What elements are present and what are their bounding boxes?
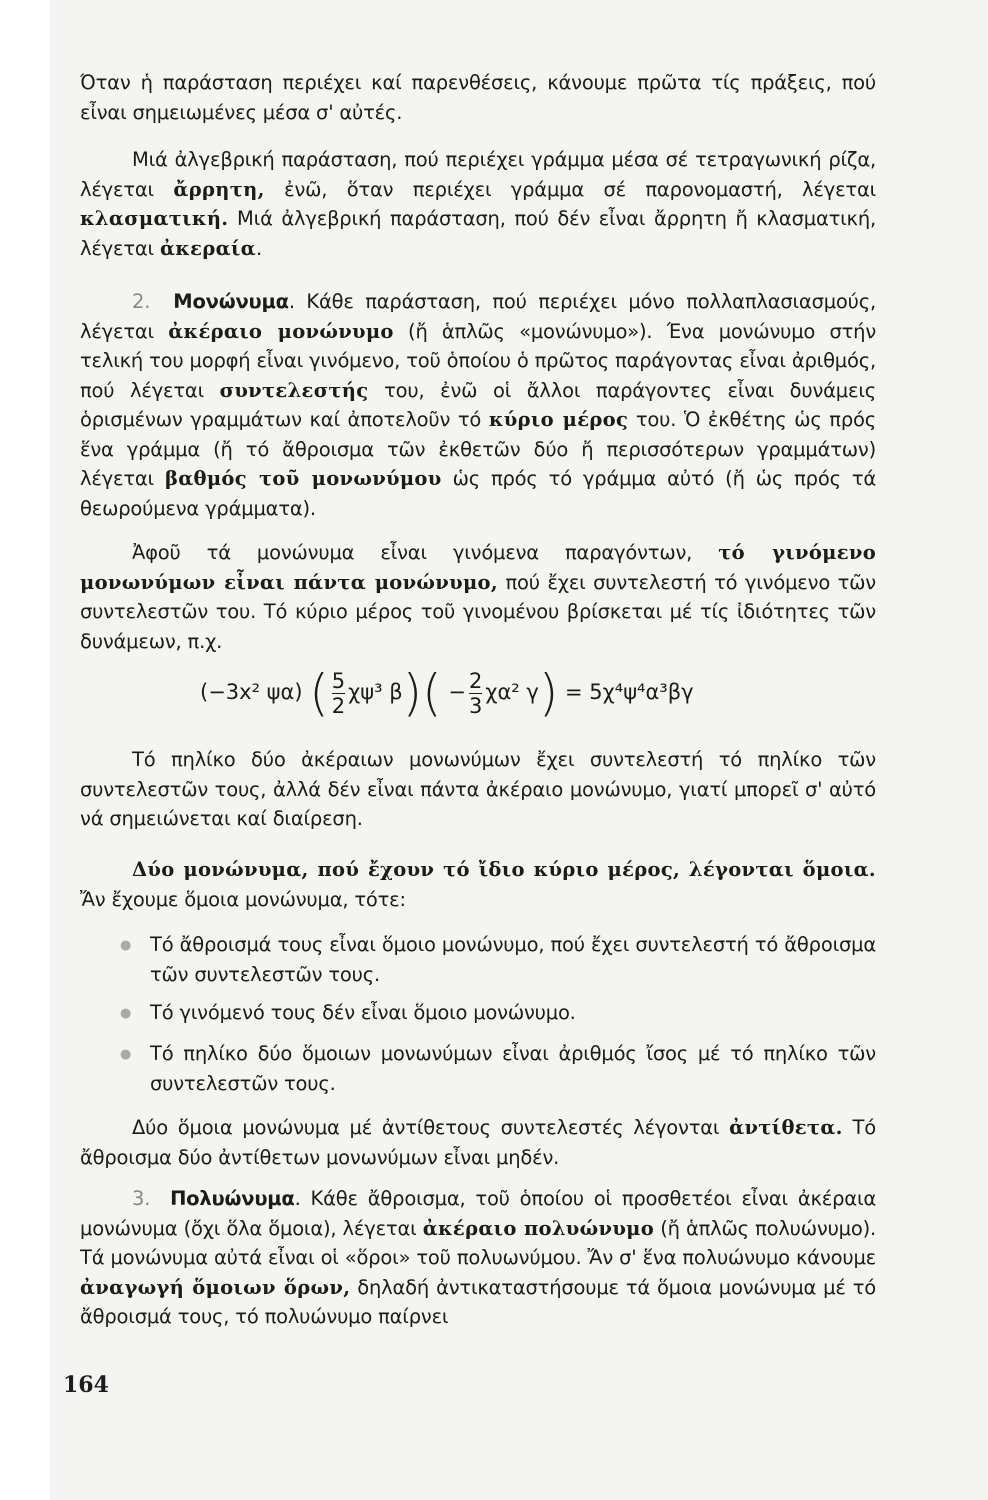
list-item-product: Τό γινόμενό τους δέν εἶναι ὅμοιο μονώνυμο. <box>150 1001 576 1024</box>
bullet-icon: ● <box>120 938 132 953</box>
list-item-quotient: Τό πηλίκο δύο ὅμοιων μονωνύμων εἶναι ἀριθμός ἴσος μέ τό πηλίκο τῶν συντελεστῶν τους. <box>150 1042 876 1095</box>
paragraph-similar-monomials: Δύο μονώνυμα, πού ἔχουν τό ἴδιο κύριο μέρος, λέγονται ὅμοια. Ἄν ἔχουμε ὅμοια μονώνυμα, τότε: <box>80 858 876 911</box>
paragraph-product-of-monomials: Ἀφοῦ τά μονώνυμα εἶναι γινόμενα παραγόντων, τό γινόμενο μονωνύμων εἶναι πάντα μονώνυμο, πού ἔχει συντελεστή τό γινόμενο τῶν συντελεστῶν του. Τό κύριο μέρος τοῦ γινομένου βρίσκεται μέ τίς ἰδιότητες τῶν δυνάμεων, π.χ. <box>80 541 876 653</box>
paragraph-expression-types: Μιά ἀλγεβρική παράσταση, πού περιέχει γράμμα μέσα σέ τετραγωνική ρίζα, λέγεται ἄρρητη, ἐνῶ, ὅταν περιέχει γράμμα σέ παρονομαστή, λέγεται κλασματική. Μιά ἀλγεβρική παράσταση, πού δέν εἶναι ἄρρητη ἤ κλασματική, λέγεται ἀκεραία. <box>80 148 876 260</box>
paragraph-opposite-monomials: Δύο ὅμοια μονώνυμα μέ ἀντίθετους συντελεστές λέγονται ἀντίθετα. Τό ἄθροισμα δύο ἀντίθετων μονωνύμων εἶναι μηδέν. <box>80 1116 876 1169</box>
paragraph-monomials: 2. Μονώνυμα. Κάθε παράσταση, πού περιέχει μόνο πολλαπλασιασμούς, λέγεται ἀκέραιο μονώνυμο (ἤ ἁπλῶς «μονώνυμο»). Ένα μονώνυμο στήν τελική του μορφή εἶναι γινόμενο, τοῦ ὁποίου ὁ πρῶτος παράγοντας εἶναι ἀριθμός, πού λέγεται συντελεστής του, ἐνῶ οἱ ἄλλοι παράγοντες εἶναι δυνάμεις ὁρισμένων γραμμάτων καί ἀποτελοῦν τό κύριο μέρος του. Ὁ ἐκθέτης ὡς πρός ἕνα γράμμα (ἤ τό ἄθροισμα τῶν ἐκθετῶν δύο ἤ περισσότερων γραμμάτων) λέγεται βαθμός τοῦ μονωνύμου ὡς πρός τό γράμμα αὐτό (ἤ ὡς πρός τά θεωρούμενα γράμματα). <box>80 290 877 520</box>
section-title-polynomials: Πολυώνυμα <box>170 1187 295 1210</box>
page-number: 164 <box>63 1372 109 1398</box>
section-number: 2. <box>132 290 151 313</box>
section-title-monomials: Μονώνυμα <box>173 290 289 313</box>
monomial-product-formula: (−3x² ψα) ( $\frac{5}{2}$ χψ³ β)( − $\frac{2}{3}$ χα² γ) = 5χ⁴ψ⁴α³βγ <box>200 664 694 722</box>
paragraph-parentheses: Όταν ἡ παράσταση περιέχει καί παρενθέσεις, κάνουμε πρῶτα τίς πράξεις, πού εἶναι σημειωμένες μέσα σ' αὐτές. <box>80 71 876 124</box>
list-item-sum: Τό ἄθροισμά τους εἶναι ὅμοιο μονώνυμο, πού ἔχει συντελεστή τό ἄθροισμα τῶν συντελεστῶν τους. <box>150 933 876 986</box>
fraction-two-thirds: $\frac{2}{3}$ <box>468 668 483 718</box>
bullet-icon: ● <box>120 1047 132 1062</box>
bullet-icon: ● <box>120 1006 132 1021</box>
section-number: 3. <box>132 1187 151 1210</box>
fraction-five-halves: $\frac{5}{2}$ <box>331 668 346 718</box>
paragraph-quotient: Τό πηλίκο δύο ἀκέραιων μονωνύμων ἔχει συντελεστή τό πηλίκο τῶν συντελεστῶν τους, ἀλλά δέν εἶναι πάντα ἀκέραιο μονώνυμο, γιατί μπορεῖ σ' αὐτό νά σημειώνεται καί διαίρεση. <box>80 748 876 830</box>
paragraph-polynomials: 3. Πολυώνυμα. Κάθε ἄθροισμα, τοῦ ὁποίου οἱ προσθετέοι εἶναι ἀκέραια μονώνυμα (ὄχι ὅλα ὅμοια), λέγεται ἀκέραιο πολυώνυμο (ἤ ἁπλῶς πολυώνυμο). Τά μονώνυμα αὐτά εἶναι οἱ «ὅροι» τοῦ πολυωνύμου. Ἄν σ' ἕνα πολυώνυμο κάνουμε ἀναγωγή ὅμοιων ὅρων, δηλαδή ἀντικαταστήσουμε τά ὅμοια μονώνυμα μέ τό ἄθροισμά τους, τό πολυώνυμο παίρνει <box>80 1187 877 1328</box>
